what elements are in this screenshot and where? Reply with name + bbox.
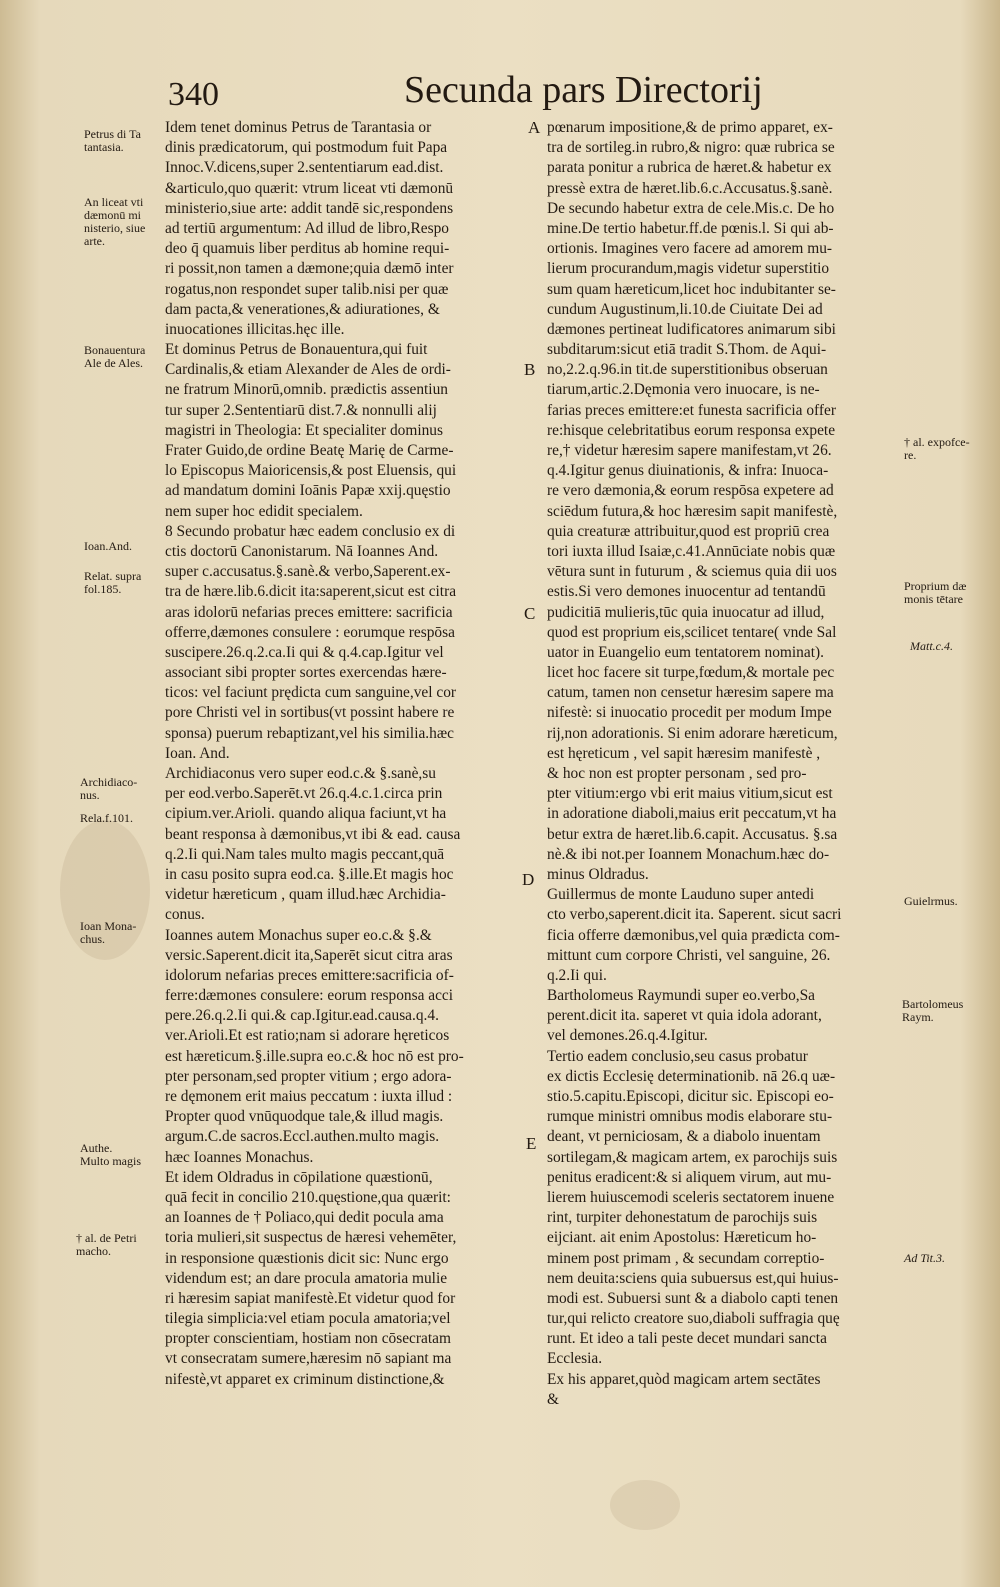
text-line: uator in Euangelio eum tentatorem nominat). [547, 643, 824, 661]
text-line: parata ponitur a rubrica de hæret.& habetur ex [547, 159, 832, 177]
text-line: mine.De tertio habetur.ff.de pœnis.l. Si qui ab- [547, 219, 834, 237]
text-line: subditarum:sicut etiā tradit S.Thom. de Aqui- [547, 341, 827, 359]
text-line: per eod.verbo.Saperēt.vt 26.q.4.c.1.circa prin [165, 785, 443, 803]
section-letter-c: C [524, 604, 536, 623]
margin-note-bartolomeus: Bartolomeus Raym. [902, 997, 964, 1024]
text-line: sum quam hæreticum,licet hoc indubitanter se- [547, 280, 836, 298]
text-line: pter vitium:ergo vbi erit maius vitium,sicut est [547, 785, 833, 803]
margin-note-matt: Matt.c.4. [910, 639, 953, 653]
text-line: q.2.Ii qui. [547, 966, 607, 984]
text-line: pter personam,sed propter vitium ; ergo adora- [165, 1067, 452, 1085]
text-line: tur,qui relicto creatore suo,diaboli suffragia quę [547, 1310, 840, 1328]
text-line: videtur hæreticum , quam illud.hæc Archidia- [165, 886, 446, 904]
text-line: minus Oldradus. [547, 865, 649, 883]
section-letter-b: B [524, 360, 536, 379]
text-line: Ex his apparet,quòd magicam artem sectātes [547, 1370, 821, 1388]
text-line: Ecclesia. [547, 1350, 603, 1368]
text-line: tilegia simplicia:vel etiam pocula amatoria;vel [165, 1310, 451, 1328]
text-line: minem post primam , & secundam correptio- [547, 1249, 825, 1267]
text-line: nem super hoc edidit specialem. [165, 502, 363, 520]
text-line: quia creaturæ attribuitur,quod est propriū crea [547, 522, 830, 540]
text-line: dinis prædicatorum, qui postmodum fuit Papa [165, 139, 448, 157]
text-line: q.2.Ii qui.Nam tales multo magis peccant,quā [165, 845, 445, 863]
text-line: deant, vt perniciosam, & a diabolo inuentam [547, 1128, 821, 1146]
text-line: De secundo habetur extra de cele.Mis.c. De ho [547, 199, 835, 217]
text-line: licet hoc facere sit turpe,fœdum,& mortale pec [547, 664, 835, 682]
text-line: ri possit,non tamen a dæmone;quia dæmō inter [165, 260, 454, 278]
text-line: lo Episcopus Maioricensis,& post Eluensis, qui [165, 462, 457, 480]
text-line: dæmones pertineat ludificatores animarum sibi [547, 320, 836, 338]
text-line: Guillermus de monte Lauduno super antedi [547, 886, 815, 904]
text-line: pudicitiā mulieris,tūc quia inuocatur ad illud, [547, 603, 825, 621]
text-line: ficia offerre dæmonibus,vel quia prædicta com- [547, 926, 840, 944]
page-number: 340 [168, 76, 219, 113]
text-line: Ioan. And. [165, 744, 230, 762]
text-line: 8 Secundo probatur hæc eadem conclusio ex di [165, 522, 456, 540]
section-letter-e: E [526, 1134, 537, 1153]
text-line: rint, turpiter dehonestatum de parochijs suis [547, 1209, 818, 1227]
text-line: deo q̄ quamuis liber perditus ab homine requi- [165, 240, 450, 258]
text-line: tori iuxta illud Isaiæ,c.41.Annūciate nobis quæ [547, 542, 836, 560]
text-line: suscipere.26.q.2.ca.Ii qui & q.4.cap.Igitur vel [165, 643, 444, 661]
text-line: ne fratrum Minorū,omnib. prædictis assentiun [165, 381, 448, 399]
text-line: beant responsa à dæmonibus,vt ibi & ead. causa [165, 825, 461, 843]
text-line: ministerio,siue arte: addit tandē sic,respondens [165, 199, 454, 217]
text-line: videndum est; an dare procula amatoria mulie [165, 1269, 448, 1287]
text-line: Innoc.V.dicens,super 2.sententiarum ead.dist. [165, 159, 444, 177]
text-line: Bartholomeus Raymundi super eo.verbo,Sa [547, 987, 816, 1005]
margin-note-expofcere: † al. expofce- re. [904, 435, 970, 462]
text-line: perent.dicit ita. saperet vt quia idola adorant, [547, 1007, 822, 1025]
text-line: quod est proprium eis,scilicet tentare( vnde Sal [547, 623, 837, 641]
text-line: nè.& ibi not.per Ioannem Monachum.hæc do- [547, 845, 830, 863]
text-line: ex dictis Ecclesię determinationib. nā 26.q uæ- [547, 1067, 836, 1085]
page-header [0, 68, 1000, 118]
text-line: mittunt cum corpore Christi, vel sanguine, 26. [547, 946, 831, 964]
text-line: tiarum,artic.2.Dęmonia vero inuocare, is ne- [547, 381, 820, 399]
text-line: Tertio eadem conclusio,seu casus probatur [547, 1047, 808, 1065]
text-line: toria mulieri,sit suspectus de hæresi vehemēter, [165, 1229, 457, 1247]
text-line: in casu posito supra eod.ca. §.ille.Et magis hoc [165, 865, 454, 883]
text-line: pore Christi vel in sortibus(vt possint habere re [165, 704, 455, 722]
text-line: nifestè: si inuocatio procedit per modum Impe [547, 704, 832, 722]
text-line: sciēdum futura,& hoc hæresim sapit manifestè, [547, 502, 838, 520]
text-line: cundum Augustinum,li.10.de Ciuitate Dei ad [547, 300, 823, 318]
text-line: Archidiaconus vero super eod.c.& §.sanè,su [165, 765, 436, 782]
margin-note-bonauentura: Bonauentura Ale de Ales. [84, 343, 146, 370]
text-line: runt. Et ideo a tali peste decet mundari sancta [547, 1330, 827, 1348]
text-line: inuocationes illicitas.hęc ille. [165, 320, 345, 338]
text-line: re,† videtur hæresim sapere manifestam,vt 26. [547, 442, 832, 459]
text-line: rogatus,non respondet super talib.nisi per quæ [165, 280, 449, 298]
text-line: quā fecit in concilio 210.quęstione,qua quærit: [165, 1188, 451, 1206]
text-line: Et dominus Petrus de Bonauentura,qui fuit [165, 341, 428, 359]
text-line: Et idem Oldradus in cōpilatione quæstionū, [165, 1168, 433, 1186]
text-line: no,2.2.q.96.in tit.de superstitionibus obseruan [547, 361, 828, 379]
text-line: ad tertiū argumentum: Ad illud de libro,Respo [165, 219, 449, 237]
text-line: ortionis. Imagines vero facere ad amorem mu- [547, 240, 833, 258]
text-line: propter conscientiam, hostiam non cōsecratam [165, 1330, 451, 1348]
text-line: stio.5.capitu.Episcopi, dicitur sic. Episcopi eo- [547, 1088, 834, 1105]
running-head: Secunda pars Directorij [404, 69, 763, 111]
text-line: farias preces emittere:et funesta sacrificia offer [547, 401, 836, 419]
text-line: est hæreticum.§.ille.supra eo.c.& hoc nō est pro- [165, 1047, 464, 1065]
text-line: super c.accusatus.§.sanè.& verbo,Saperent.ex- [165, 563, 451, 581]
text-line: estis.Si vero demones inuocentur ad tentandū [547, 583, 826, 601]
text-line: lierem huiuscemodi sceleris sectatorem inuene [547, 1188, 835, 1206]
text-line: &articulo,quo quærit: vtrum liceat vti dæmonū [165, 179, 454, 197]
text-line: rumque ministri omnibus modis elaborare stu- [547, 1108, 833, 1126]
text-line: ad mandatum domini Ioānis Papæ xxij.quęstio [165, 482, 451, 500]
margin-note-ioan-monachus: Ioan Mona- chus. [80, 919, 137, 946]
text-line: ver.Arioli.Et est ratio;nam si adorare hęreticos [165, 1027, 450, 1045]
text-line: versic.Saperent.dicit ita,Saperēt sicut citra aras [165, 946, 453, 964]
text-line: modi est. Subuersi sunt & a diabolo capti tenen [547, 1289, 839, 1307]
text-line: hæc Ioannes Monachus. [165, 1148, 314, 1166]
text-line: re:hisque celebritatibus eorum responsa expete [547, 421, 836, 439]
text-line: magistri in Theologia: Et specialiter dominus [165, 421, 443, 439]
text-line: vel demones.26.q.4.Igitur. [547, 1027, 708, 1045]
text-line: pressè extra de hæret.lib.6.c.Accusatus.§.sanè. [547, 179, 833, 197]
text-line: ferre:dæmones consulere: eorum responsa acci [165, 987, 454, 1005]
text-line: cto verbo,saperent.dicit ita. Saperent. sicut sacri [547, 906, 842, 924]
text-line: associant sibi propter sortes exercendas hære- [165, 664, 447, 682]
section-letter-d: D [522, 870, 535, 889]
margin-note-petri-macho: † al. de Petri macho. [76, 1231, 137, 1258]
text-line: offerre,dæmones consulere : eorumque respōsa [165, 623, 455, 641]
text-line: ctis doctorū Canonistarum. Nā Ioannes And. [165, 542, 439, 560]
text-line: re dęmonem erit maius peccatum : iuxta illud : [165, 1088, 453, 1105]
text-line: sponsa) puerum rebaptizant,vel his similia.hæc [165, 724, 454, 742]
text-line: sortilegam,& magicam artem, ex parochijs suis [547, 1148, 838, 1166]
text-line: cipium.ver.Arioli. quando aliqua faciunt,vt ha [165, 805, 447, 823]
section-letter-a: A [528, 118, 541, 137]
text-line: & [547, 1390, 559, 1408]
text-line: tur super 2.Sententiarū dist.7.& nonnulli alij [165, 401, 437, 419]
margin-note-archidiaconus: Archidiaco- nus. [80, 775, 138, 802]
margin-note-liceat: An liceat vti dæmonū mi nisterio, siue arte. [84, 195, 146, 248]
text-line: conus. [165, 906, 205, 924]
text-line: est hęreticum , vel sapit hæresim manifestè , [547, 744, 821, 762]
margin-note-relat: Relat. supra fol.185. [84, 569, 142, 596]
paper-stain [610, 1480, 680, 1530]
text-line: ticos: vel faciunt prędicta cum sanguine,vel cor [165, 684, 457, 702]
text-line: in responsione quæstionis dicit sic: Nunc ergo [165, 1249, 449, 1267]
text-line: nem deuita:sciens quia subuersus est,qui huius- [547, 1269, 839, 1287]
text-line: vt consecratam sumere,hæresim nō sapiant ma [165, 1350, 452, 1368]
margin-note-authe: Authe. Multo magis [80, 1141, 142, 1168]
text-line: tra de sortileg.in rubro,& nigro: quæ rubrica se [547, 139, 835, 157]
text-line: idolorum nefarias preces emittere:sacrificia of- [165, 966, 454, 984]
text-line: in adoratione diaboli,maius erit peccatum,vt ha [547, 805, 837, 823]
text-line: re vero dæmonia,& eorum respōsa expetere ad [547, 482, 834, 500]
margin-note-proprium: Proprium dæ monis tētare [904, 579, 967, 606]
text-line: dam pacta,& venerationes,& adiurationes, & [165, 300, 440, 318]
text-line: penitus eradicent:& si aliquem virum, aut mu- [547, 1168, 832, 1186]
text-line: pœnarum impositione,& de primo apparet, ex- [547, 119, 833, 136]
text-line: betur extra de hæret.lib.6.capit. Accusatus. §.sa [547, 825, 838, 843]
text-line: nifestè,vt apparet ex criminum distinctione,& [165, 1370, 445, 1388]
text-line: an Ioannes de † Poliaco,qui dedit pocula ama [165, 1209, 444, 1227]
text-line: catum, tamen non censetur hæresim sapere ma [547, 684, 834, 702]
margin-note-guielrmus: Guielrmus. [904, 894, 958, 908]
text-line: lierum procurandum,magis videtur superstitio [547, 260, 830, 278]
text-line: rij,non adorationis. Si enim adorare hæreticum, [547, 724, 838, 742]
text-line: vētura sunt in futurum , & sciemus quia dii uos [547, 563, 837, 581]
text-line: Frater Guido,de ordine Beatę Marię de Carme- [165, 442, 454, 459]
left-text-column [165, 118, 537, 1390]
text-line: eijciant. ait enim Apostolus: Hæreticum ho- [547, 1229, 817, 1247]
text-line: pere.26.q.2.Ii qui.& cap.Igitur.ead.causa.q.4. [165, 1007, 439, 1025]
text-line: Cardinalis,& etiam Alexander de Ales de ordi- [165, 361, 451, 379]
right-text-column [547, 118, 909, 1410]
text-line: Ioannes autem Monachus super eo.c.& §.& [165, 926, 432, 944]
text-line: aras idolorū nefarias preces emittere: sacrificia [165, 603, 453, 621]
margin-note-petrus: Petrus di Ta tantasia. [84, 127, 141, 154]
text-line: Idem tenet dominus Petrus de Tarantasia or [165, 119, 432, 136]
text-line: q.4.Igitur genus diuinationis, & infra: Inuoca- [547, 462, 829, 480]
margin-note-ioan-and: Ioan.And. [84, 539, 132, 553]
text-line: tra de hære.lib.6.dicit ita:saperent,sicut est citra [165, 583, 457, 601]
text-line: argum.C.de sacros.Eccl.authen.multo magis. [165, 1128, 440, 1146]
margin-note-rela: Rela.f.101. [80, 811, 133, 825]
text-line: & hoc non est propter personam , sed pro- [547, 765, 807, 782]
text-line: ri hæresim sapiat manifestè.Et videtur quod for [165, 1289, 456, 1307]
margin-note-ad-tit: Ad Tit.3. [904, 1251, 946, 1265]
text-line: Propter quod vnūquodque tale,& illud magis. [165, 1108, 444, 1126]
